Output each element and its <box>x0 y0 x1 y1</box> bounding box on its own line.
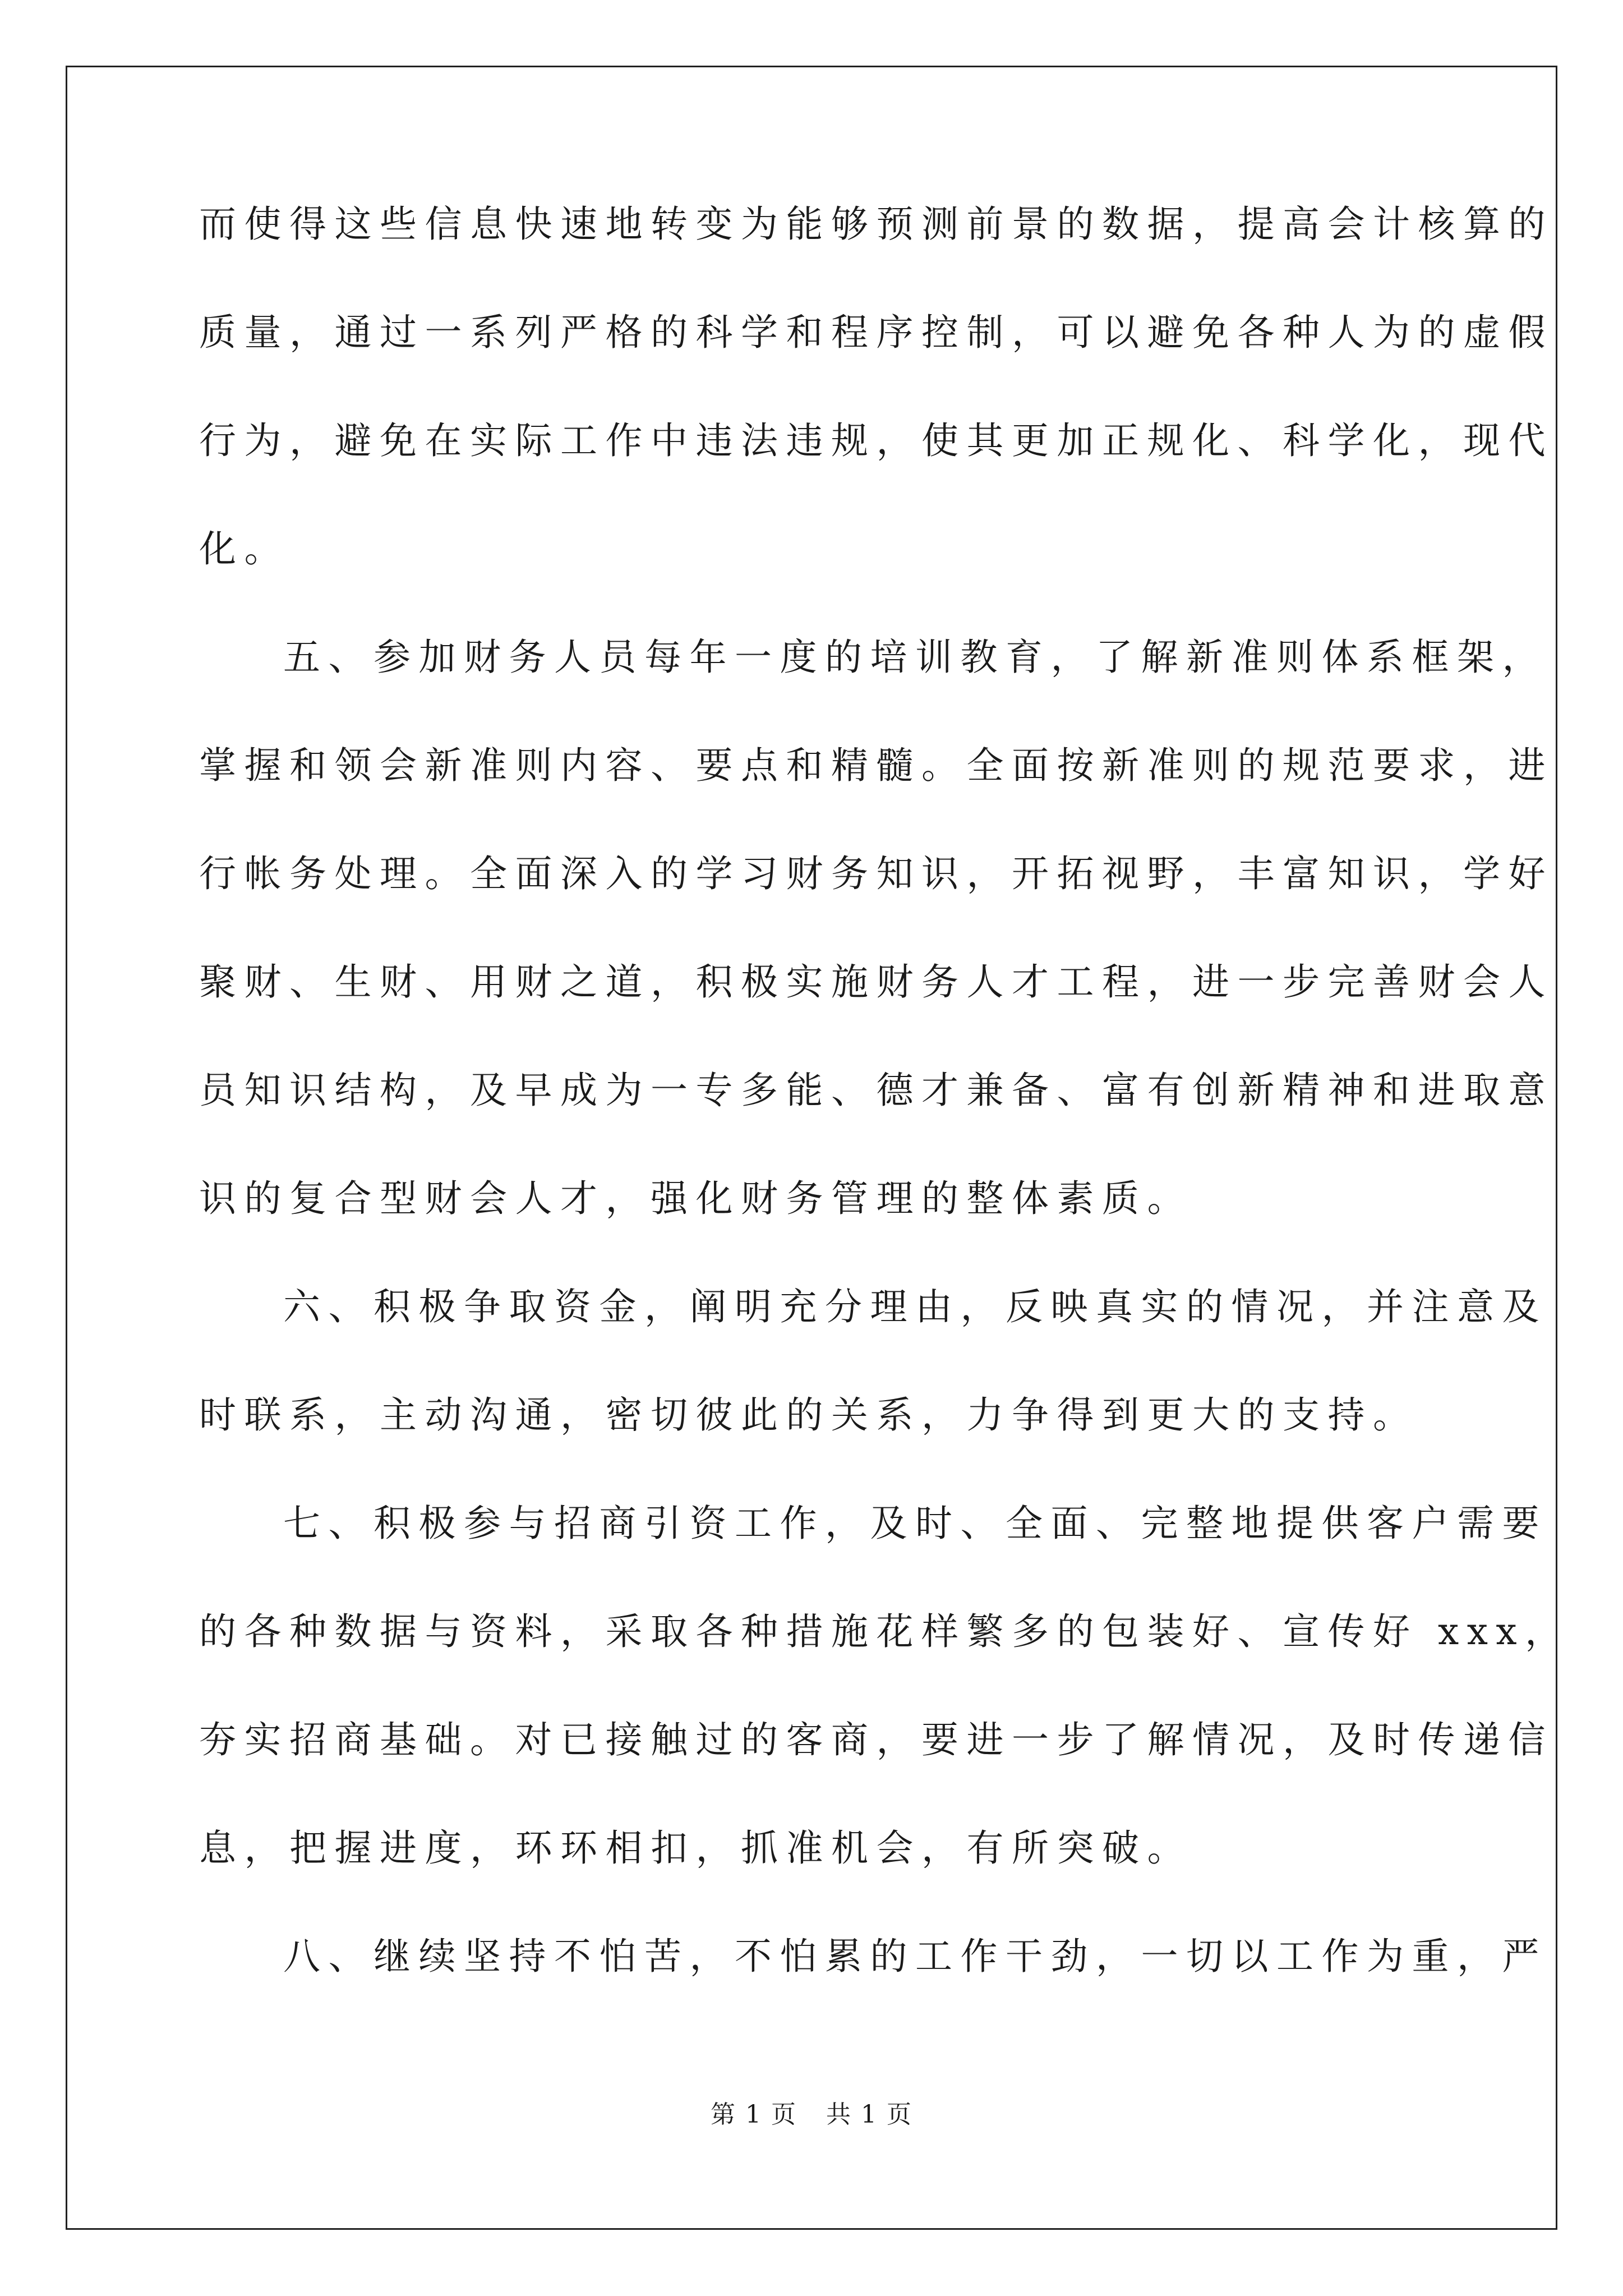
text-line: 时联系，主动沟通，密切彼此的关系，力争得到更大的支持。 <box>199 1393 1418 1437</box>
page-border <box>66 66 1557 2230</box>
page-footer <box>0 2098 1623 2132</box>
text-line: 夯实招商基础。对已接触过的客商，要进一步了解情况，及时传递信 <box>199 1718 1553 1761</box>
text-line: 员知识结构，及早成为一专多能、德才兼备、富有创新精神和进取意 <box>199 1069 1553 1112</box>
text-line: 识的复合型财会人才，强化财务管理的整体素质。 <box>199 1177 1192 1220</box>
text-line: 质量，通过一系列严格的科学和程序控制，可以避免各种人为的虚假 <box>199 311 1553 354</box>
text-line: 聚财、生财、用财之道，积极实施财务人才工程，进一步完善财会人 <box>199 960 1553 1004</box>
paragraph-heading-line: 五、参加财务人员每年一度的培训教育，了解新准则体系框架， <box>283 636 1547 679</box>
text-line: 掌握和领会新准则内容、要点和精髓。全面按新准则的规范要求，进 <box>199 744 1553 787</box>
paragraph-heading-line: 八、继续坚持不怕苦，不怕累的工作干劲，一切以工作为重，严 <box>283 1935 1547 1978</box>
page-number-total: 共 1 页 <box>826 2100 912 2129</box>
text-line: 而使得这些信息快速地转变为能够预测前景的数据，提高会计核算的 <box>199 203 1553 246</box>
paragraph-heading-line: 六、积极争取资金，阐明充分理由，反映真实的情况，并注意及 <box>283 1285 1547 1328</box>
text-line: 息，把握进度，环环相扣，抓准机会，有所突破。 <box>199 1826 1192 1870</box>
text-line: 的各种数据与资料，采取各种措施花样繁多的包装好、宣传好 xxx， <box>199 1610 1570 1653</box>
page-number-current: 第 1 页 <box>711 2100 797 2129</box>
text-line: 行帐务处理。全面深入的学习财务知识，开拓视野，丰富知识，学好 <box>199 852 1553 895</box>
text-line: 化。 <box>199 527 289 570</box>
paragraph-heading-line: 七、积极参与招商引资工作，及时、全面、完整地提供客户需要 <box>283 1502 1547 1545</box>
text-line: 行为，避免在实际工作中违法违规，使其更加正规化、科学化，现代 <box>199 419 1553 462</box>
